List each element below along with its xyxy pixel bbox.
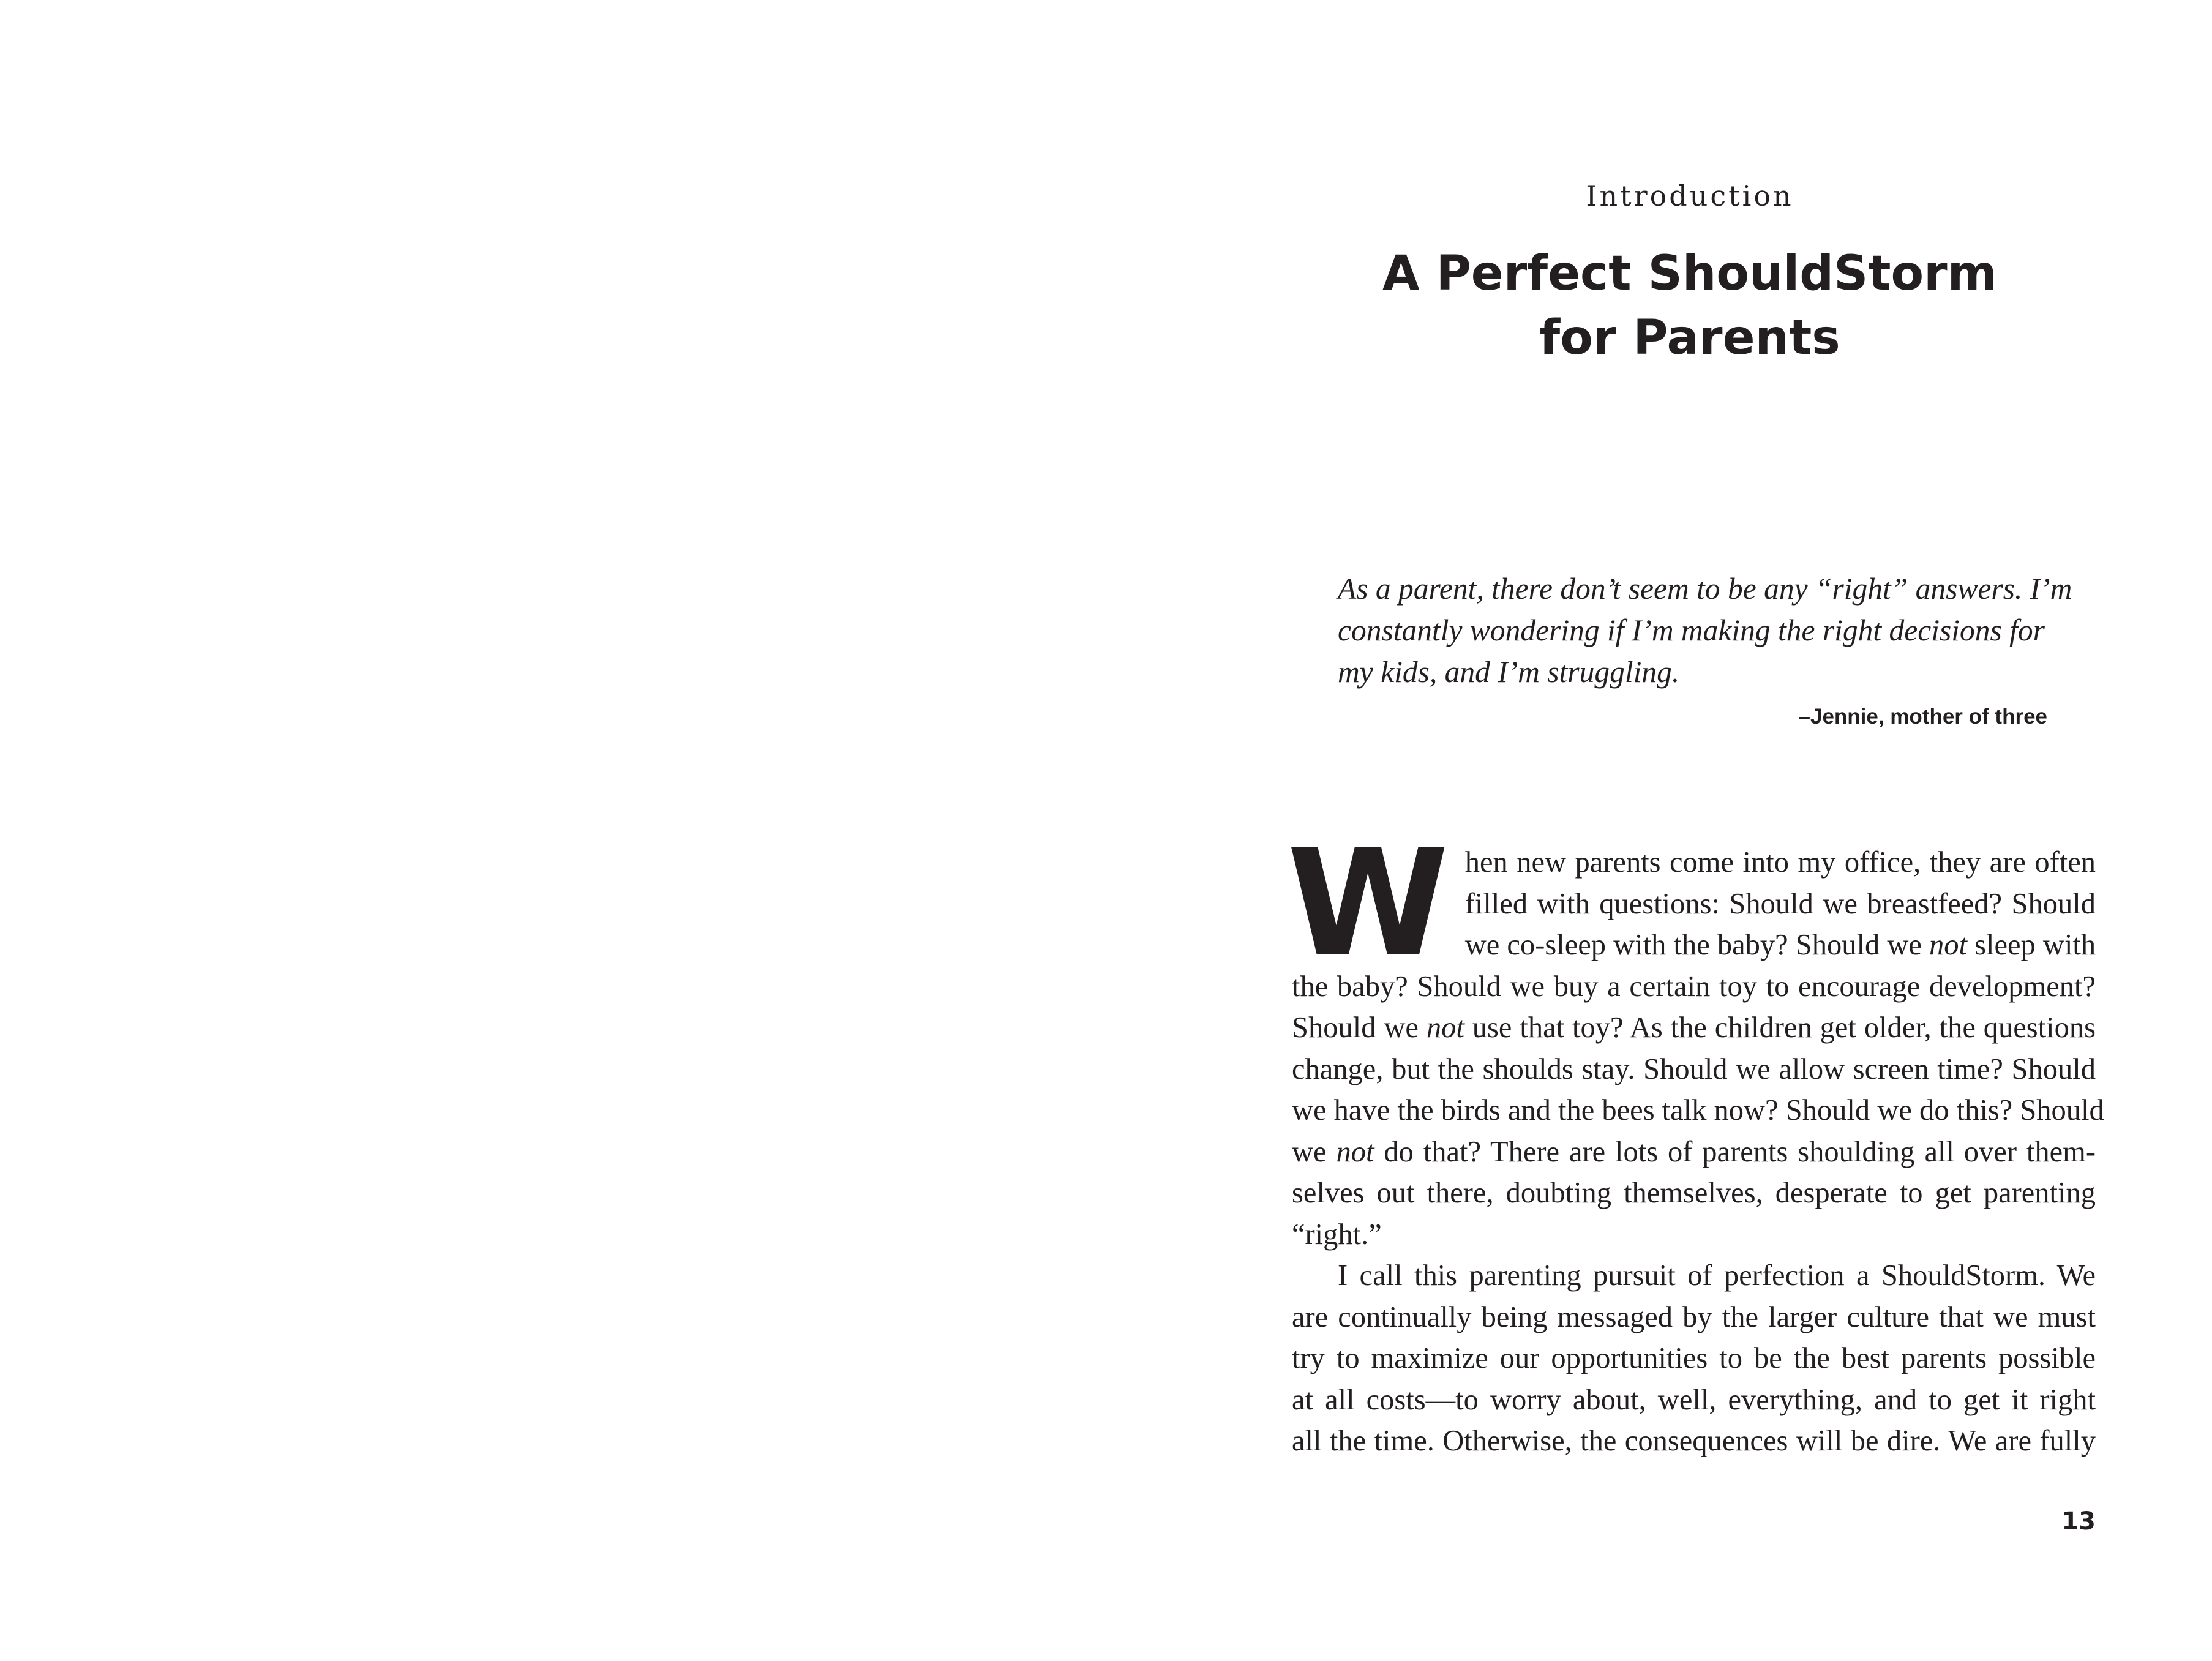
body-line: hen new parents come into my office, they are often	[1464, 846, 2096, 879]
epigraph-line: my kids, and I’m struggling.	[1338, 655, 1680, 689]
epigraph-attribution: –Jennie, mother of three	[1798, 705, 2047, 729]
text-run: do that? There are lots of parents shoulding all over them-	[1374, 1135, 2096, 1168]
body-line: change, but the shoulds stay. Should we allow screen time? Should	[1292, 1052, 2096, 1085]
body-line: filled with questions: Should we breastfeed? Should	[1464, 887, 2096, 920]
text-run: we co-sleep with the baby? Should we	[1464, 929, 1930, 961]
chapter-title-line: for Parents	[1539, 310, 1840, 366]
chapter-title	[1286, 242, 2094, 370]
body-line: are continually being messaged by the larger culture that we must	[1292, 1300, 2096, 1333]
epigraph-line: As a parent, there don’t seem to be any “right” answers. I’m	[1338, 572, 2072, 606]
body-line: all the time. Otherwise, the consequences will be dire. We are fully	[1292, 1425, 2096, 1457]
text-run: sleep with	[1967, 929, 2096, 961]
text-run: we	[1292, 1135, 1337, 1168]
epigraph-line: constantly wondering if I’m making the right decisions for	[1338, 613, 2045, 647]
body-line: “right.”	[1292, 1218, 1382, 1251]
chapter-label: Introduction	[1586, 179, 1794, 212]
body-line: try to maximize our opportunities to be the best parents possible	[1292, 1342, 2096, 1374]
body-line: the baby? Should we buy a certain toy to encourage development?	[1292, 970, 2096, 1003]
text-run: use that toy? As the children get older, the questions	[1464, 1011, 2096, 1044]
emphasis: not	[1336, 1135, 1374, 1168]
emphasis: not	[1929, 929, 1968, 961]
body-line: I call this parenting pursuit of perfection a ShouldStorm. We	[1338, 1259, 2096, 1292]
body-line: selves out there, doubting themselves, desperate to get parenting	[1292, 1177, 2096, 1209]
epigraph-quote	[1338, 568, 2072, 693]
text-run: Should we	[1292, 1011, 1427, 1044]
body-text	[1287, 818, 2104, 1462]
chapter-title-line: A Perfect ShouldStorm	[1382, 246, 1997, 301]
page-number: 13	[2061, 1507, 2096, 1535]
body-line: we have the birds and the bees talk now? Should we do this? Should	[1292, 1094, 2104, 1127]
body-line: at all costs—to worry about, well, everything, and to get it right	[1292, 1383, 2096, 1416]
drop-cap: W	[1287, 818, 1449, 989]
body-line	[1292, 1007, 2096, 1049]
body-line	[1292, 1131, 2096, 1173]
emphasis: not	[1426, 1011, 1464, 1044]
